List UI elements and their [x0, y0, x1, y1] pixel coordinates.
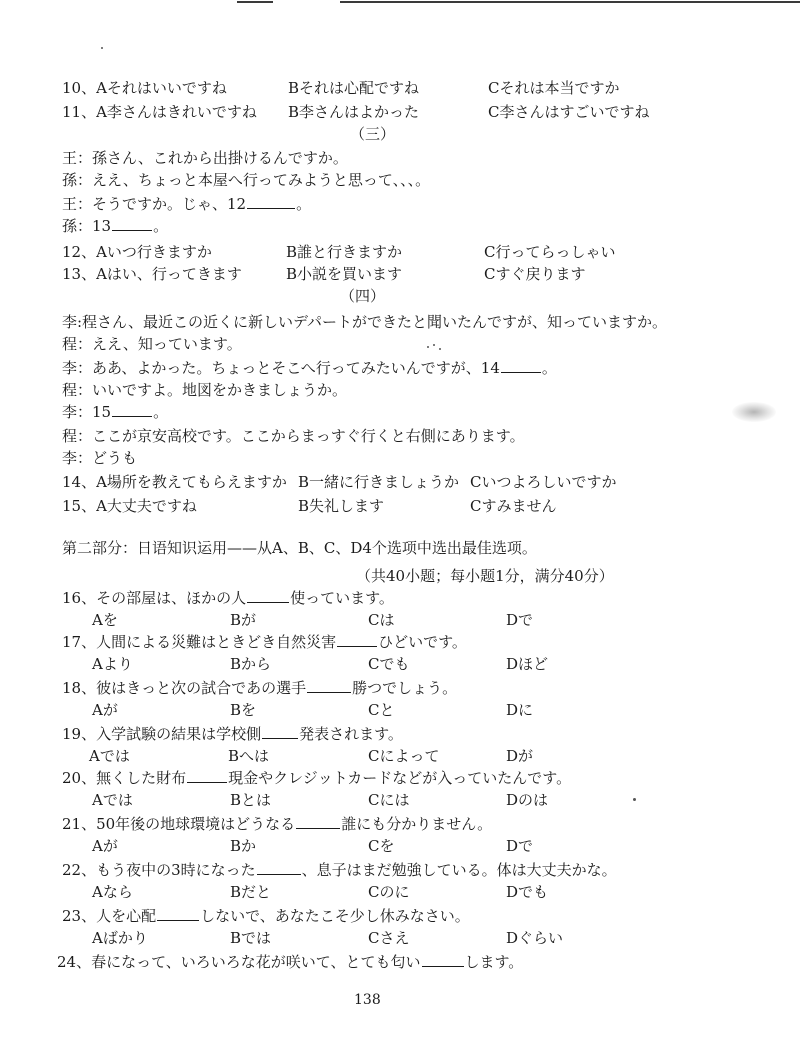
question-text: します。 — [464, 953, 524, 971]
dialogue-text: 李：15 — [62, 403, 112, 421]
dialogue-3-line-3 — [62, 194, 311, 214]
question-18-option-c: Cと — [368, 701, 395, 719]
dialogue-4-line-2: 程：ええ、知っています。 — [62, 335, 242, 353]
part-2-title: 第二部分：日语知识运用——从A、B、C、D4个选项中选出最佳选项。 — [62, 539, 537, 557]
section-heading-4: （四） — [340, 287, 386, 305]
question-21-option-b: Bか — [230, 837, 257, 855]
question-18-option-b: Bを — [230, 701, 257, 719]
question-16-option-a: Aを — [92, 611, 118, 629]
answer-blank — [307, 680, 351, 693]
question-text: 、息子はまだ勉強している。体は大丈夫かな。 — [301, 861, 617, 879]
question-text: 17、人間による災難はときどき自然災害 — [62, 633, 337, 651]
scan-speck — [427, 346, 429, 348]
question-16-option-d: Dで — [506, 611, 534, 629]
question-text: 23、人を心配 — [62, 907, 157, 925]
dialogue-3-line-4 — [62, 216, 168, 236]
question-14-option-a: 14、A場所を教えてもらえますか — [62, 473, 287, 491]
question-11-option-c: C李さんはすごいですね — [488, 103, 650, 121]
dialogue-4-line-4: 程：いいですよ。地図をかきましょうか。 — [62, 381, 348, 399]
answer-blank — [257, 862, 301, 875]
answer-blank — [337, 634, 377, 647]
question-22-option-c: Cのに — [368, 883, 410, 901]
answer-blank — [296, 816, 340, 829]
scan-speck — [439, 348, 441, 350]
question-19-stem — [62, 724, 403, 744]
question-20-stem — [62, 768, 571, 788]
scan-speck — [433, 344, 435, 346]
question-text: ひどいです。 — [378, 633, 467, 651]
question-21-option-d: Dで — [506, 837, 534, 855]
question-21-option-a: Aが — [92, 837, 118, 855]
question-23-option-b: Bでは — [230, 929, 272, 947]
question-19-option-d: Dが — [506, 747, 534, 765]
dialogue-4-line-6: 程：ここが京安高校です。ここからまっすぐ行くと右側にあります。 — [62, 427, 525, 445]
part-2-note: （共40小题；每小题1分，满分40分） — [356, 567, 614, 585]
scan-speck — [101, 47, 103, 49]
answer-blank — [112, 218, 152, 231]
question-20-option-a: Aでは — [92, 791, 133, 809]
question-18-option-d: Dに — [506, 701, 534, 719]
question-12-option-a: 12、Aいつ行きますか — [62, 243, 212, 261]
question-text: 20、無くした財布 — [62, 769, 187, 787]
question-22-stem — [62, 860, 617, 880]
question-16-option-b: Bが — [230, 611, 257, 629]
question-13-option-a: 13、Aはい、行ってきます — [62, 265, 242, 283]
question-23-option-c: Cさえ — [368, 929, 410, 947]
question-11-option-a: 11、A李さんはきれいですね — [62, 103, 257, 121]
question-15-option-b: B失礼します — [298, 497, 385, 515]
question-text: 18、彼はきっと次の試合であの選手 — [62, 679, 307, 697]
question-14-option-b: B一緒に行きましょうか — [298, 473, 460, 491]
answer-blank — [112, 404, 152, 417]
question-20-option-c: Cには — [368, 791, 410, 809]
question-22-option-b: Bだと — [230, 883, 272, 901]
question-13-option-b: B小説を買います — [286, 265, 403, 283]
dialogue-text: 。 — [541, 359, 557, 377]
question-23-option-a: Aばかり — [92, 929, 148, 947]
dialogue-text: 。 — [296, 195, 312, 213]
question-11-option-b: B李さんはよかった — [288, 103, 420, 121]
dialogue-text: 孫：13 — [62, 217, 112, 235]
question-15-option-a: 15、A大丈夫ですね — [62, 497, 197, 515]
question-text: 24、春になって、いろいろな花が咲いて、とても匂い — [57, 953, 421, 971]
question-text: 22、もう夜中の3時になった — [62, 861, 256, 879]
dialogue-4-line-5 — [62, 402, 168, 422]
dialogue-3-line-2: 孫：ええ、ちょっと本屋へ行ってみようと思って、、、。 — [62, 171, 431, 189]
question-20-option-b: Bとは — [230, 791, 272, 809]
dialogue-text: 王：そうですか。じゃ、12 — [62, 195, 247, 213]
question-24-stem — [57, 952, 523, 972]
answer-blank — [422, 954, 464, 967]
question-15-option-c: Cすみません — [470, 497, 557, 515]
question-23-option-d: Dぐらい — [506, 929, 564, 947]
question-19-option-a: Aでは — [89, 747, 130, 765]
dialogue-4-line-1: 李:程さん、最近この近くに新しいデパートができたと聞いたんですが、知っていますか。 — [62, 313, 668, 331]
dialogue-4-line-7: 李：どうも — [62, 449, 138, 467]
question-text: しないで、あなたこそ少し休みなさい。 — [200, 907, 470, 925]
question-10-option-c: Cそれは本当ですか — [488, 79, 620, 97]
scan-smudge — [732, 402, 776, 422]
question-22-option-a: Aなら — [92, 883, 133, 901]
question-16-stem — [62, 588, 394, 608]
question-12-option-c: C行ってらっしゃい — [484, 243, 616, 261]
answer-blank — [157, 908, 199, 921]
question-22-option-d: Dでも — [506, 883, 549, 901]
question-17-option-a: Aより — [92, 655, 133, 673]
answer-blank — [247, 196, 295, 209]
question-10-option-a: 10、Aそれはいいですね — [62, 79, 227, 97]
section-heading-3: （三） — [350, 125, 396, 143]
dialogue-4-line-3 — [62, 358, 557, 378]
question-20-option-d: Dのは — [506, 791, 549, 809]
question-19-option-b: Bへは — [228, 747, 270, 765]
answer-blank — [247, 590, 289, 603]
question-21-stem — [62, 814, 492, 834]
question-16-option-c: Cは — [368, 611, 395, 629]
question-10-option-b: Bそれは心配ですね — [288, 79, 420, 97]
scan-edge-line — [237, 1, 273, 3]
question-text: 16、その部屋は、ほかの人 — [62, 589, 247, 607]
answer-blank — [501, 360, 541, 373]
question-text: 誰にも分かりません。 — [341, 815, 493, 833]
question-14-option-c: Cいつよろしいですか — [470, 473, 617, 491]
answer-blank — [187, 770, 227, 783]
question-23-stem — [62, 906, 470, 926]
question-18-stem — [62, 678, 457, 698]
question-text: 現金やクレジットカードなどが入っていたんです。 — [228, 769, 572, 787]
question-17-stem — [62, 632, 467, 652]
dialogue-text: 李：ああ、よかった。ちょっとそこへ行ってみたいんですが、14 — [62, 359, 500, 377]
question-17-option-b: Bから — [230, 655, 272, 673]
scan-edge-line — [340, 1, 800, 3]
page-number: 138 — [354, 992, 381, 1008]
scan-speck — [633, 798, 636, 801]
question-text: 使っています。 — [290, 589, 394, 607]
question-text: 19、入学試験の結果は学校側 — [62, 725, 262, 743]
question-text: 発表されます。 — [299, 725, 403, 743]
answer-blank — [262, 726, 298, 739]
question-18-option-a: Aが — [92, 701, 118, 719]
question-17-option-c: Cでも — [368, 655, 410, 673]
dialogue-3-line-1: 王：孫さん、これから出掛けるんですか。 — [62, 149, 348, 167]
question-19-option-c: Cによって — [368, 747, 440, 765]
dialogue-text: 。 — [153, 403, 169, 421]
question-13-option-c: Cすぐ戻ります — [484, 265, 586, 283]
question-text: 21、50年後の地球環境はどうなる — [62, 815, 296, 833]
question-17-option-d: Dほど — [506, 655, 549, 673]
question-12-option-b: B誰と行きますか — [286, 243, 403, 261]
question-text: 勝つでしょう。 — [352, 679, 458, 697]
dialogue-text: 。 — [153, 217, 169, 235]
question-21-option-c: Cを — [368, 837, 395, 855]
